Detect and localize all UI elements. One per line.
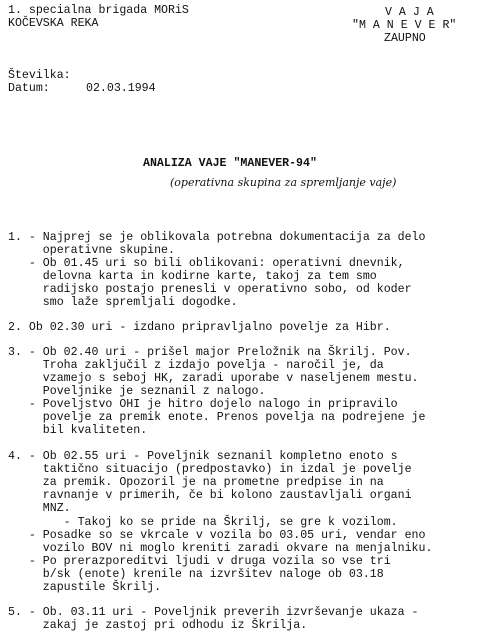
text-line: - Takoj ko se pride na Škrilj, se gre k vozilom. bbox=[8, 516, 398, 529]
text-line: taktično situacijo (predpostavko) in izdal je povelje bbox=[8, 463, 412, 476]
text-line: - Ob 01.45 uri so bili oblikovani: operativni dnevnik, bbox=[8, 257, 405, 270]
text-line: bil kvaliteten. bbox=[8, 424, 148, 437]
text-line: povelje za premik enote. Prenos povelja na podrejene je bbox=[8, 411, 426, 424]
handwritten-subtitle: (operativna skupina za spremljanje vaje) bbox=[170, 176, 397, 189]
unit-location: KOČEVSKA REKA bbox=[8, 17, 99, 30]
text-line: 3. - Ob 02.40 uri - prišel major Preložnik na Škrilj. Pov. bbox=[8, 346, 412, 359]
text-line: zapustile Škrilj. bbox=[8, 581, 162, 594]
date-value: 02.03.1994 bbox=[86, 82, 156, 95]
text-line: 2. Ob 02.30 uri - izdano pripravljalno povelje za Hibr. bbox=[8, 321, 391, 334]
text-line: Poveljnike je seznanil z nalogo. bbox=[8, 385, 266, 398]
text-line: vozilo BOV ni moglo kreniti zaradi okvare na menjalniku. bbox=[8, 542, 433, 555]
text-line: smo laže spremljali dogodke. bbox=[8, 296, 238, 309]
exercise-name: "M A N E V E R" bbox=[352, 19, 457, 32]
classification-label: ZAUPNO bbox=[384, 32, 426, 45]
text-line: 1. - Najprej se je oblikovala potrebna dokumentacija za delo bbox=[8, 231, 426, 244]
exercise-label: V A J A bbox=[385, 6, 434, 19]
unit-name: 1. specialna brigada MORiS bbox=[8, 4, 189, 17]
date-label: Datum: bbox=[8, 82, 50, 95]
text-line: zakaj je zastoj pri odhodu iz Škrilja. bbox=[8, 619, 308, 632]
text-line: - Posadke so se vkrcale v vozila bo 03.05 uri, vendar eno bbox=[8, 529, 426, 542]
document-title: ANALIZA VAJE "MANEVER-94" bbox=[143, 157, 317, 170]
text-line: Troha zaključil z izdajo povelja - naročil je, da bbox=[8, 359, 384, 372]
number-label: Številka: bbox=[8, 69, 71, 82]
text-line: - Po prerazporeditvi ljudi v druga vozila so vse tri bbox=[8, 555, 391, 568]
text-line: vzamejo s seboj HK, zaradi uporabe v naseljenem mestu. bbox=[8, 372, 419, 385]
text-line: 4. - Ob 02.55 uri - Poveljnik seznanil kompletno enoto s bbox=[8, 450, 398, 463]
text-line: radijsko postajo prenesli v operativno sobo, od koder bbox=[8, 283, 412, 296]
text-line: b/sk (enote) krenile na izvršitev naloge ob 03.18 bbox=[8, 568, 384, 581]
text-line: delovna karta in kodirne karte, takoj za tem smo bbox=[8, 270, 377, 283]
text-line: ravnanje v primerih, če bi kolono zaustavljali organi bbox=[8, 489, 412, 502]
text-line: operativne skupine. bbox=[8, 244, 175, 257]
text-line: MNZ. bbox=[8, 502, 71, 515]
text-line: - Poveljstvo OHI je hitro dojelo nalogo in pripravilo bbox=[8, 398, 398, 411]
text-line: za premik. Opozoril je na prometne predpise in na bbox=[8, 476, 384, 489]
text-line: 5. - Ob. 03.11 uri - Poveljnik preverih izvrševanje ukaza - bbox=[8, 606, 419, 619]
